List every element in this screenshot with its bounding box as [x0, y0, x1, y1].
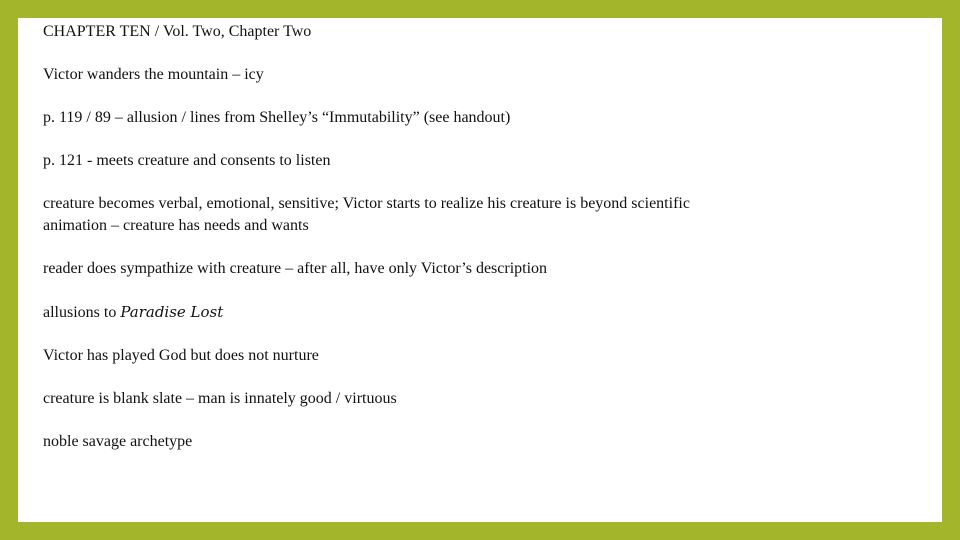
note-paragraph: creature becomes verbal, emotional, sensitive; Victor starts to realize his creature is beyond scientific animation – creature has needs and wants — [43, 195, 690, 234]
note-line: Victor wanders the mountain – icy — [43, 66, 264, 83]
note-line — [43, 301, 223, 324]
note-line: p. 119 / 89 – allusion / lines from Shelley’s “Immutability” (see handout) — [43, 109, 511, 126]
note-line: p. 121 - meets creature and consents to listen — [43, 152, 331, 169]
note-line: Victor has played God but does not nurture — [43, 347, 319, 364]
book-title: Paradise Lost — [120, 303, 224, 321]
note-line: noble savage archetype — [43, 433, 193, 450]
note-line: creature is blank slate – man is innately good / virtuous — [43, 390, 397, 407]
allusion-prefix: allusions to — [43, 304, 121, 321]
note-line: reader does sympathize with creature – after all, have only Victor’s description — [43, 260, 548, 277]
slide-canvas — [18, 18, 942, 522]
chapter-heading: CHAPTER TEN / Vol. Two, Chapter Two — [43, 23, 312, 40]
